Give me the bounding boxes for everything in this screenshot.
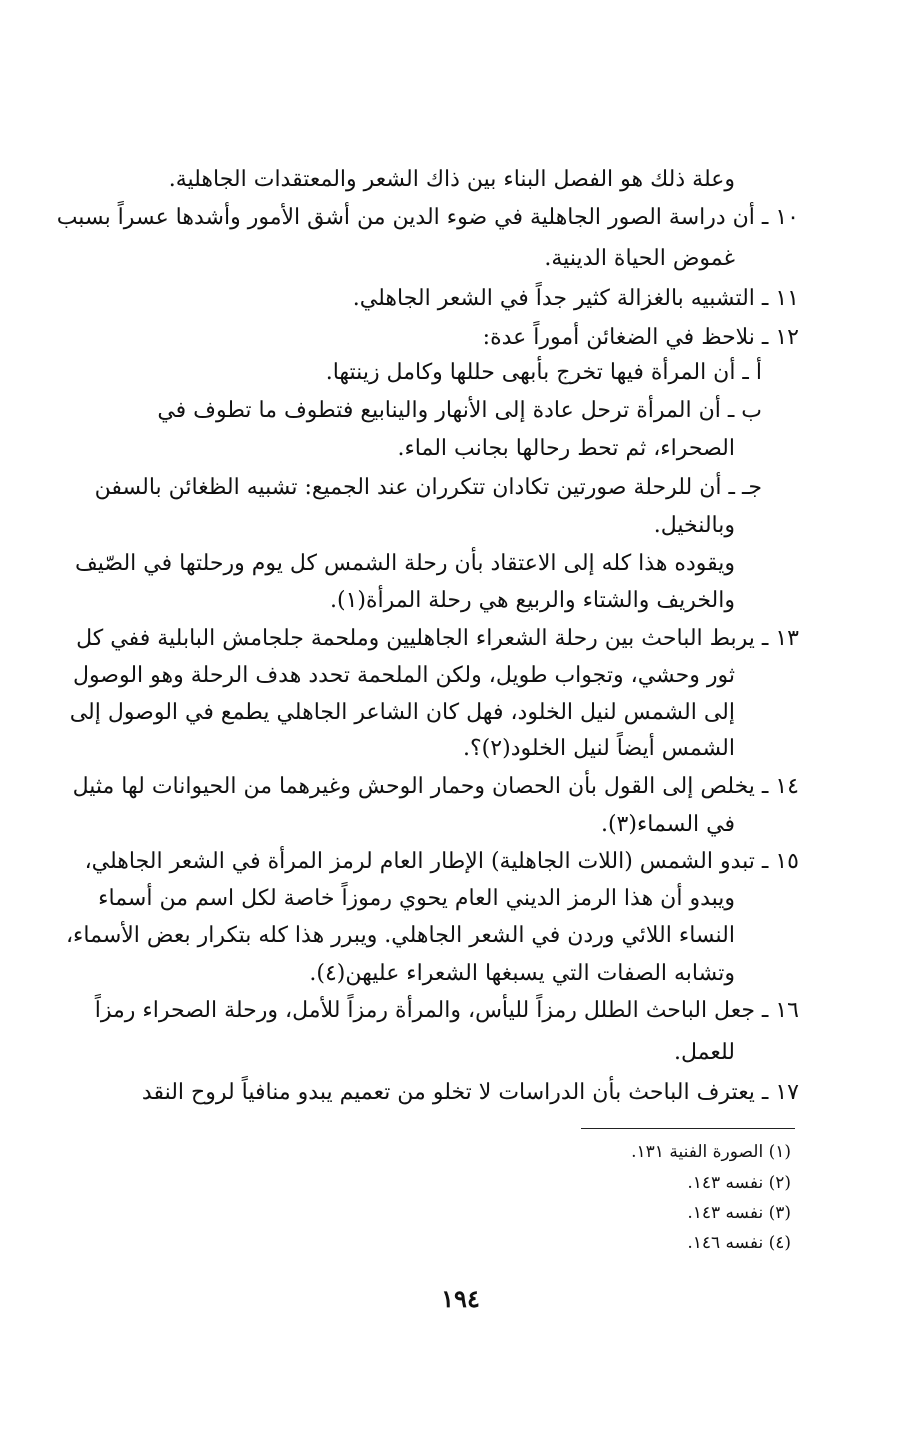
text-line: ويبدو أن هذا الرمز الديني العام يحوي رموزاً خاصة لكل اسم من أسماء [98,886,735,911]
text-line: غموض الحياة الدينية. [544,246,735,271]
item-11-line: ١١ ـ التشبيه بالغزالة كثير جداً في الشعر الجاهلي. [352,286,799,311]
footnote-separator [581,1128,795,1129]
text-line: الشمس أيضاً لنيل الخلود(٢)؟. [463,736,735,761]
item-12-line: ١٢ ـ نلاحظ في الضغائن أموراً عدة: [482,325,799,350]
footnote: (١) الصورة الفنية ١٣١. [631,1142,791,1162]
item-16-line: ١٦ ـ جعل الباحث الطلل رمزاً لليأس، والمرأة رمزاً للأمل، ورحلة الصحراء رمزاً [94,998,799,1023]
text-line: في السماء(٣). [600,812,735,837]
text-line: الصحراء، ثم تحط رحالها بجانب الماء. [397,436,735,461]
item-13-line: ١٣ ـ يربط الباحث بين رحلة الشعراء الجاهليين وملحمة جلجامش البابلية ففي كل [76,626,799,651]
text-line: إلى الشمس لنيل الخلود، فهل كان الشاعر الجاهلي يطمع في الوصول إلى [69,700,735,725]
footnote: (٣) نفسه ١٤٣. [687,1203,791,1223]
text-line: ثور وحشي، وتجواب طويل، ولكن الملحمة تحدد هدف الرحلة وهو الوصول [72,663,735,688]
text-line: ويقوده هذا كله إلى الاعتقاد بأن رحلة الشمس كل يوم ورحلتها في الصّيف [74,551,735,576]
item-14-line: ١٤ ـ يخلص إلى القول بأن الحصان وحمار الوحش وغيرهما من الحيوانات لها مثيل [72,774,799,799]
sub-item-a-line: أ ـ أن المرأة فيها تخرج بأبهى حللها وكامل زينتها. [325,360,762,385]
sub-item-b-line: ب ـ أن المرأة ترحل عادة إلى الأنهار والينابيع فتطوف ما تطوف في [157,398,762,423]
text-line: النساء اللائي وردن في الشعر الجاهلي. ويبرر هذا كله بتكرار بعض الأسماء، [65,923,735,948]
sub-item-c-line: جـ ـ أن للرحلة صورتين تكادان تتكرران عند الجميع: تشبيه الظغائن بالسفن [94,475,762,500]
text-line: وبالنخيل. [653,513,735,538]
footnote: (٤) نفسه ١٤٦. [687,1233,791,1253]
text-line: والخريف والشتاء والربيع هي رحلة المرأة(١). [330,588,735,613]
item-15-line: ١٥ ـ تبدو الشمس (اللات الجاهلية) الإطار العام لرمز المرأة في الشعر الجاهلي، [84,849,799,874]
page-number: ١٩٤ [441,1284,480,1313]
text-line: للعمل. [674,1040,735,1065]
text-line: وتشابه الصفات التي يسبغها الشعراء عليهن(٤). [309,961,735,986]
text-line: وعلة ذلك هو الفصل البناء بين ذاك الشعر والمعتقدات الجاهلية. [168,167,735,192]
item-10-line: ١٠ ـ أن دراسة الصور الجاهلية في ضوء الدين من أشق الأمور وأشدها عسراً بسبب [56,205,799,230]
footnote: (٢) نفسه ١٤٣. [687,1173,791,1193]
item-17-line: ١٧ ـ يعترف الباحث بأن الدراسات لا تخلو من تعميم يبدو منافياً لروح النقد [141,1080,799,1105]
